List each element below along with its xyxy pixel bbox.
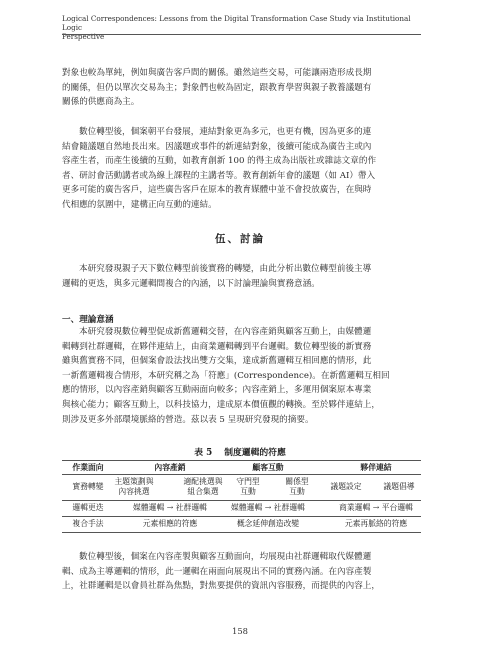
table-title: 制度邏輯的符應	[224, 448, 286, 458]
table-cell: 適配挑選與 組合集選	[183, 477, 223, 496]
arrow-right-icon: →	[166, 503, 174, 512]
table-cell: 主題策劃與 內容挑選	[114, 477, 154, 496]
paragraph-line: 則涉及更多外部環境脈絡的營造。茲以表 5 呈現研究發現的摘要。	[62, 414, 314, 425]
page-number: 158	[232, 626, 248, 636]
paragraph-line: 對象也較為單純，例如與廣告客戶間的關係。雖然這些交易，可能讓兩造形成長期	[62, 68, 372, 78]
header-rule	[62, 34, 421, 35]
paragraph-line: 雖與舊實務不同，但個案會設法找出雙方交集，達成新舊邏輯互相回應的情形，此	[62, 356, 372, 367]
arrow-right-icon: →	[372, 503, 380, 512]
paragraph-line: 更多可能的廣告客戶，這些廣告客戶在原本的教育媒體中並不會投放廣告，在與時	[62, 185, 372, 196]
table-row-label: 邏輯更迭	[72, 503, 104, 512]
paragraph-line: 輯、成為主導邏輯的情形，此一邏輯在兩面向展現出不同的實務內涵。在內容產製	[62, 566, 372, 577]
arrow-right-icon: →	[264, 503, 272, 512]
table-cell: 元素再脈絡的符應	[344, 519, 408, 528]
table-row-label: 實務轉變	[72, 482, 104, 491]
table-header-rule	[62, 474, 421, 475]
paragraph-line: 一新舊邏輯複合情形，本研究稱之為「符應」(Correspondence)。在新舊邏輯互相回	[62, 370, 390, 381]
table-row-rule	[62, 500, 421, 501]
paragraph-line: 本研究發現親子天下數位轉型前後實務的轉變，由此分析出數位轉型前後主導	[79, 264, 372, 274]
logic-shift-partner: 商業邏輯 → 平台邏輯	[339, 503, 413, 512]
bottom-paragraph	[62, 550, 421, 594]
top-paragraph	[62, 66, 421, 110]
table-number: 表 5	[194, 448, 213, 458]
theory-paragraph	[62, 325, 421, 427]
paragraph-line: 容產生者，而產生後續的互動，如教育創新 100 的得主成為出版社或雜誌文章的作	[62, 156, 377, 167]
table-cell: 概念延伸創造改變	[236, 519, 300, 528]
table-top-rule	[62, 460, 421, 461]
paragraph-line: 數位轉型後，個案在內容產製與顧客互動面向，均展現由社群邏輯取代媒體邏	[79, 552, 372, 562]
table-cell: 議題倡導	[383, 482, 415, 491]
paragraph-line: 輯轉到社群邏輯，在夥伴連結上，由商業邏輯轉到平台邏輯。數位轉型後的新實務	[62, 341, 372, 352]
intro-paragraph	[62, 262, 421, 291]
table-bottom-rule	[62, 532, 421, 533]
running-header-line-2: Perspective	[62, 32, 105, 41]
paragraph-line: 代相應的氛圍中，建構正向互動的連結。	[62, 199, 217, 210]
paragraph-line: 結會隨議題自然地長出來。因議題或事件的新連結對象，後續可能成為廣告主或內	[62, 141, 372, 152]
paragraph-line: 數位轉型後，個案朝平台發展，連結對象更為多元，也更有機，因為更多的連	[79, 127, 372, 137]
table-cell: 守門型 互動	[236, 477, 260, 496]
table-row-rule	[62, 516, 421, 517]
table-cell: 關係型 互動	[285, 477, 309, 496]
table-header-cell: 內容產銷	[154, 463, 186, 472]
section-title: 伍、討論	[215, 233, 265, 245]
logic-shift-content: 媒體邏輯 → 社群邏輯	[133, 503, 207, 512]
paragraph-line: 本研究發現數位轉型促成新舊邏輯交替，在內容產銷與顧客互動上，由媒體邏	[79, 327, 372, 337]
table-row-label: 複合手法	[72, 519, 104, 528]
paragraph-line: 上，社群邏輯是以會員社群為焦點，對焦要提供的資訊內容服務，而提供的內容上，	[62, 581, 380, 592]
table-caption	[0, 445, 480, 458]
paragraph-line: 關係的供應商為主。	[62, 97, 140, 108]
table-cell: 元素相應的符應	[142, 519, 198, 528]
table-header-cell: 作業面向	[72, 463, 104, 472]
running-header	[62, 14, 422, 41]
paragraph-line: 應的情形，以內容產銷與顧客互動兩面向較多；內容產銷上，多運用個案原本專業	[62, 385, 372, 396]
paragraph-line: 邏輯的更迭，與多元邏輯間複合的內涵，以下討論理論與實務意涵。	[62, 278, 320, 289]
second-paragraph	[62, 125, 421, 213]
table-cell: 議題設定	[330, 482, 362, 491]
running-header-line-1: Logical Correspondences: Lessons from the Digital Transformation Case Study via Institutional Logic	[62, 14, 411, 32]
logic-shift-customer: 媒體邏輯 → 社群邏輯	[231, 503, 305, 512]
table-header-cell: 夥伴連結	[360, 463, 392, 472]
table-header-cell: 顧客互動	[252, 463, 284, 472]
subsection-title: 一、理論意涵	[62, 315, 114, 325]
paragraph-line: 與核心能力；顧客互動上，以科技協力，達成原本價值觀的轉換。至於夥伴連結上，	[62, 399, 380, 410]
paragraph-line: 者、研討會活動講者或為線上課程的主講者等。教育創新年會的議題（如 AI）帶入	[62, 170, 376, 181]
paragraph-line: 的關係，但仍以單次交易為主；對象們也較為固定，跟教育學習與親子教養議題有	[62, 82, 372, 93]
